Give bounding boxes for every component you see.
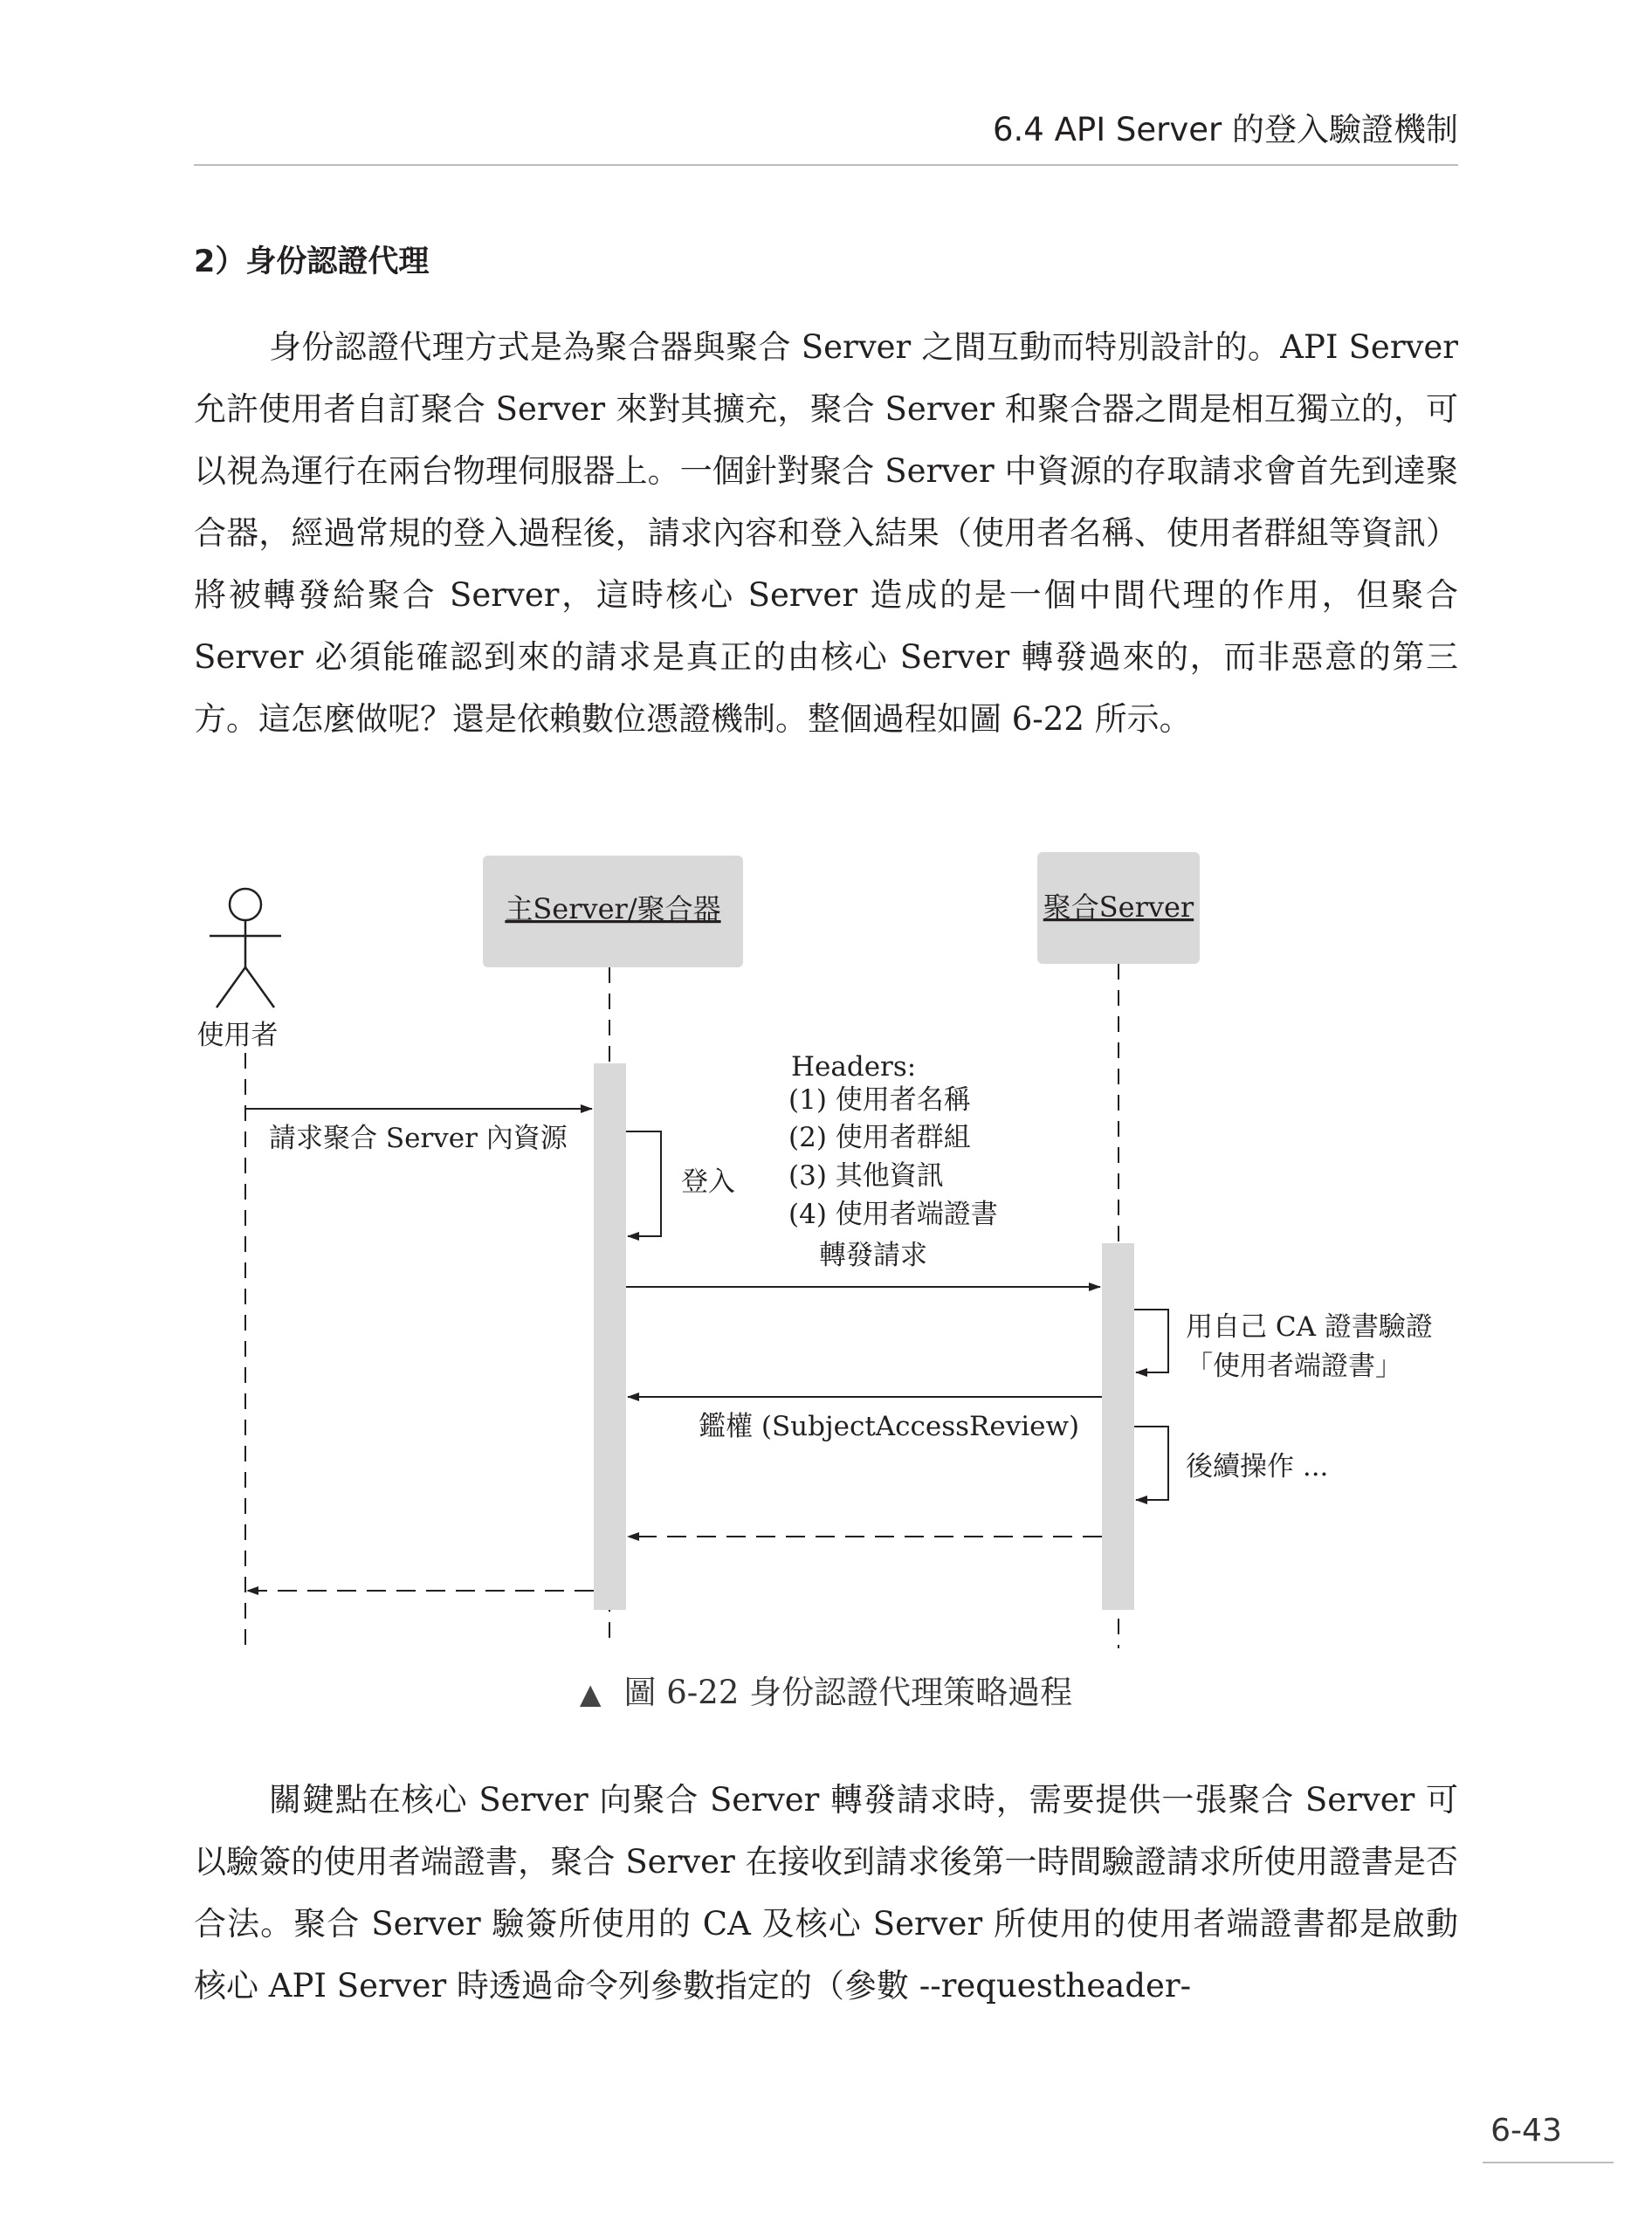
running-header: 6.4 API Server 的登入驗證機制 bbox=[993, 111, 1458, 148]
figure-caption bbox=[0, 1666, 1652, 1713]
headers-item: (2) 使用者群組 bbox=[788, 1122, 971, 1153]
key-point-paragraph: 關鍵點在核心 Server 向聚合 Server 轉發請求時，需要提供一張聚合 Server 可以驗簽的使用者端證書，聚合 Server 在接收到請求後第一時間驗證請求所使用證書是否合法。聚合 Server 驗簽所使用的 CA 及核心 Server 所使用的使用者端證書都是啟動核心 API Server 時透過命令列參數指定的（參數 --requestheader- bbox=[194, 1781, 1458, 2005]
main-server-label: 主Server/聚合器 bbox=[505, 892, 721, 925]
verify-label-line1: 用自己 CA 證書驗證 bbox=[1186, 1311, 1433, 1343]
verify-self-arrow bbox=[1134, 1310, 1168, 1372]
aggregated-server-label: 聚合Server bbox=[1043, 891, 1194, 924]
page-number: 6-43 bbox=[1490, 2113, 1562, 2149]
forward-label: 轉發請求 bbox=[819, 1240, 927, 1271]
main-activation-bar bbox=[594, 1063, 626, 1610]
authz-label: 鑑權 (SubjectAccessReview) bbox=[699, 1411, 1080, 1442]
intro-paragraph: 身份認證代理方式是為聚合器與聚合 Server 之間互動而特別設計的。API Server 允許使用者自訂聚合 Server 來對其擴充，聚合 Server 和聚合器之間是相互獨立的，可以視為運行在兩台物理伺服器上。一個針對聚合 Server 中資源的存取請求會首先到達聚合器，經過常規的登入過程後，請求內容和登入結果（使用者名稱、使用者群組等資訊）將被轉發給聚合 Server，這時核心 Server 造成的是一個中間代理的作用，但聚合 Server 必須能確認到來的請求是真正的由核心 Server 轉發過來的，而非惡意的第三方。這怎麼做呢？還是依賴數位憑證機制。整個過程如圖 6-22 所示。 bbox=[194, 328, 1458, 738]
caption-triangle-icon: ▲ bbox=[579, 1677, 602, 1710]
verify-label-line2: 「使用者端證書」 bbox=[1186, 1351, 1402, 1382]
lifelines bbox=[245, 964, 1119, 1648]
request-label: 請求聚合 Server 內資源 bbox=[269, 1123, 568, 1154]
headers-item: (4) 使用者端證書 bbox=[788, 1199, 998, 1230]
headers-title: Headers: bbox=[791, 1051, 917, 1083]
headers-item: (3) 其他資訊 bbox=[788, 1160, 944, 1192]
followup-label: 後續操作 ... bbox=[1186, 1451, 1329, 1482]
headers-item: (1) 使用者名稱 bbox=[788, 1084, 971, 1116]
aggregated-activation-bar bbox=[1102, 1243, 1134, 1610]
section-heading: 2）身份認證代理 bbox=[194, 244, 430, 279]
followup-self-arrow bbox=[1134, 1427, 1168, 1500]
actor-figure bbox=[210, 889, 281, 1007]
caption-text: 圖 6-22 身份認證代理策略過程 bbox=[623, 1674, 1073, 1711]
login-label: 登入 bbox=[681, 1166, 735, 1198]
footer-rule bbox=[1483, 2162, 1614, 2163]
login-self-arrow bbox=[626, 1131, 661, 1236]
actor-label: 使用者 bbox=[196, 1020, 279, 1051]
